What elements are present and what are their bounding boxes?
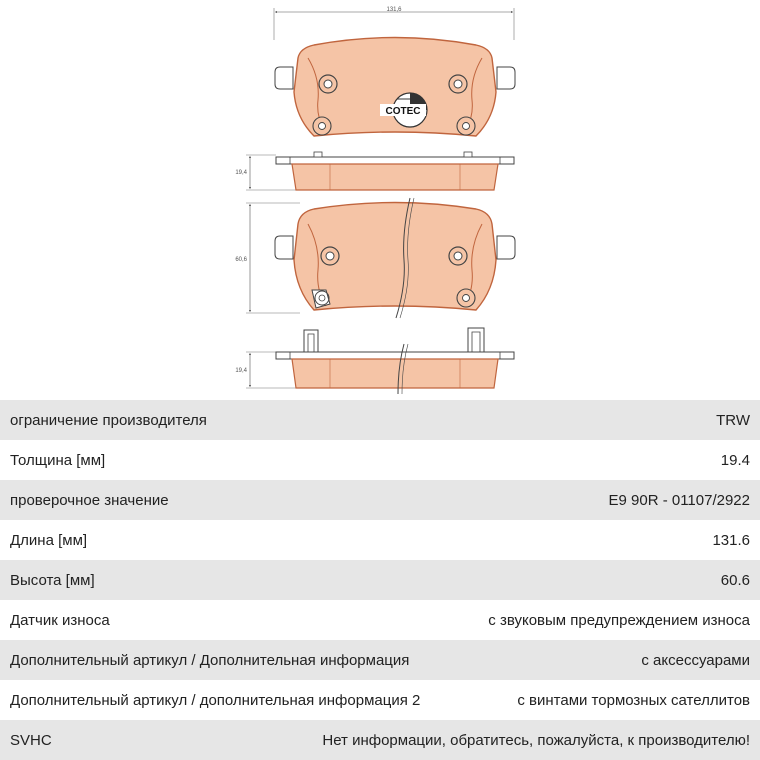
spec-value: с винтами тормозных сателлитов <box>517 691 750 709</box>
spec-row <box>0 440 760 480</box>
spec-row <box>0 560 760 600</box>
spec-label: Толщина [мм] <box>10 451 106 469</box>
spec-row <box>0 520 760 560</box>
brake-pad-side-view-top <box>276 152 514 190</box>
spec-value: 131.6 <box>712 531 750 549</box>
spec-row <box>0 720 760 760</box>
brake-pad-back-view <box>275 198 515 318</box>
thickness-top-label: 19,4 <box>235 170 247 176</box>
spec-label: SVHC <box>10 731 52 749</box>
spec-value: 60.6 <box>720 571 750 589</box>
length-dimension-label: 131,6 <box>386 7 402 13</box>
clip-left-icon <box>313 117 331 135</box>
spec-row <box>0 480 760 520</box>
spec-row <box>0 680 760 720</box>
spec-value: с аксессуарами <box>641 651 750 669</box>
spec-row <box>0 400 760 440</box>
spec-value: с звуковым предупреждением износа <box>488 611 750 629</box>
spec-label: проверочное значение <box>10 491 169 509</box>
clip-right-back-icon <box>457 289 475 307</box>
spec-label: Датчик износа <box>10 611 110 629</box>
spec-label: Дополнительный артикул / дополнительная информация 2 <box>10 691 421 709</box>
spec-label: Длина [мм] <box>10 531 88 549</box>
cotec-logo-text: COTEC <box>385 106 421 117</box>
brake-pad-side-view-bottom <box>276 328 514 394</box>
spec-label: Дополнительный артикул / Дополнительная информация <box>10 651 410 669</box>
brake-pad-front-view <box>275 38 515 137</box>
spec-value: TRW <box>716 411 750 429</box>
spec-table <box>0 400 760 760</box>
clip-right-icon <box>457 117 475 135</box>
spec-label: Высота [мм] <box>10 571 95 589</box>
thickness-bottom-label: 19,4 <box>235 368 247 374</box>
spec-value: 19.4 <box>720 451 750 469</box>
spec-value: Нет информации, обратитесь, пожалуйста, к производителю! <box>322 731 750 749</box>
spec-row <box>0 640 760 680</box>
spec-label: ограничение производителя <box>10 411 207 429</box>
length-dimension <box>274 7 514 40</box>
spec-row <box>0 600 760 640</box>
spec-value: E9 90R - 01107/2922 <box>608 491 750 509</box>
height-dimension-label: 60,6 <box>235 257 247 263</box>
